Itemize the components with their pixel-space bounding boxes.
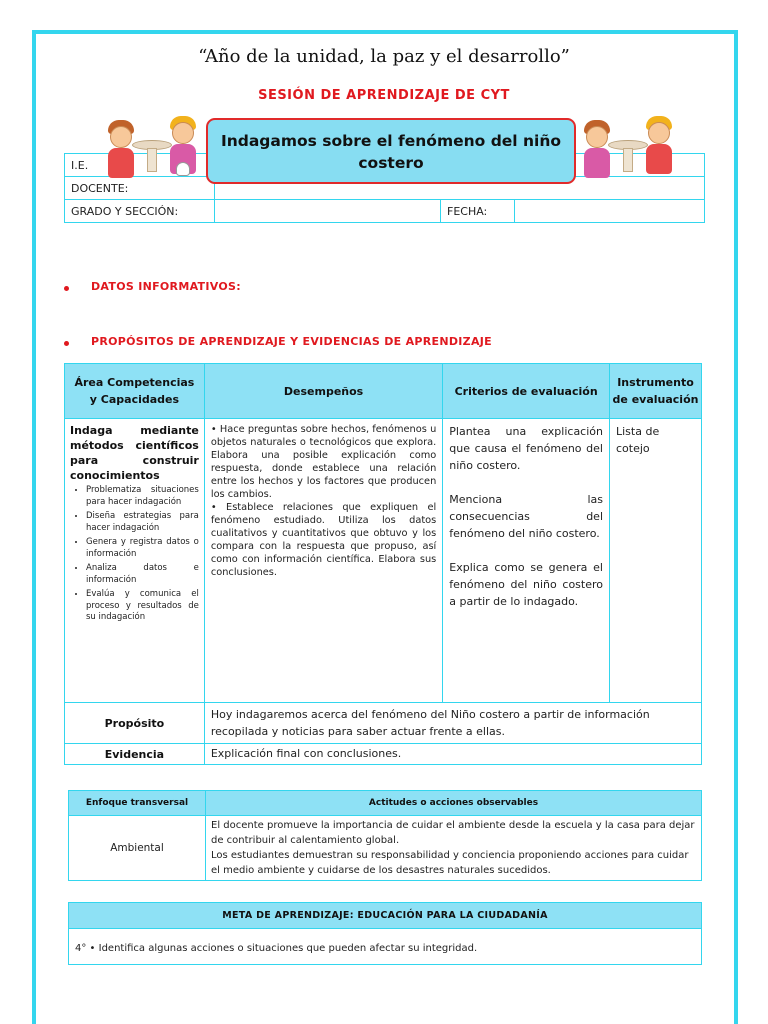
header-actitudes: Actitudes o acciones observables (206, 791, 702, 816)
enfoque-value: Ambiental (69, 816, 206, 881)
actitudes-cell (206, 816, 702, 881)
header-instrumento: Instrumento de evaluación (610, 364, 702, 419)
proposito-label: Propósito (65, 703, 205, 744)
proposito-text: Hoy indagaremos acerca del fenómeno del Niño costero a partir de información recopilada y noticias para saber actuar frente a ellas. (204, 703, 701, 744)
theme-title-line1: Indagamos sobre el fenómeno del niño (220, 132, 562, 150)
grado-value[interactable] (215, 200, 441, 223)
grado-label: GRADO Y SECCIÓN: (65, 200, 215, 223)
criterio-item: Explica como se genera el fenómeno del niño costero a partir de lo indagado. (449, 561, 603, 608)
competencia-title: Indaga mediante métodos científicos para construir conocimientos (70, 424, 199, 482)
desempeno-item: • Establece relaciones que expliquen el fenómeno estudiado. Utiliza los datos cualitativos y cuantitativos que obtuvo y los compara con la respuesta que propuso, así como con información científica. Elabora sus conclusiones. (210, 502, 437, 578)
meta-header-row (69, 903, 702, 929)
criterios-cell (443, 419, 610, 703)
actitud-docente: El docente promueve la importancia de cuidar el ambiente desde la escuela y la casa para dejar de contribuir al calentamiento global. (211, 820, 695, 846)
enfoque-body-row (69, 816, 702, 881)
theme-title-line2: costero (358, 154, 424, 172)
capacidad-item: • Evalúa y comunica el proceso y resultados de su indagación (86, 589, 199, 624)
datos-informativos-heading: DATOS INFORMATIVOS: (91, 280, 241, 293)
bullet-icon (64, 341, 69, 346)
evidencia-text: Explicación final con conclusiones. (204, 744, 701, 765)
capacidad-item: • Problematiza situaciones para hacer indagación (86, 485, 199, 508)
docente-label: DOCENTE: (65, 177, 215, 200)
meta-item: 4° • Identifica algunas acciones o situaciones que pueden afectar su integridad. (69, 929, 702, 965)
actitud-estudiantes: Los estudiantes demuestran su responsabilidad y conciencia proponiendo acciones para cuidar el medio ambiente y cuidarse de los desastres naturales sucedidos. (211, 850, 689, 876)
competencies-header-row (65, 364, 702, 419)
meta-header: META DE APRENDIZAJE: EDUCACIÓN PARA LA CIUDADANÍA (69, 903, 702, 929)
desempeno-item: • Hace preguntas sobre hechos, fenómenos u objetos naturales o tecnológicos que explora. Elabora una posible explicación como respuesta, donde establece una relación entre los hechos y los factores que producen los cambios. (210, 424, 437, 500)
instrumento-cell: Lista de cotejo (610, 419, 702, 703)
header-enfoque: Enfoque transversal (69, 791, 206, 816)
capacidad-item: • Genera y registra datos o información (86, 537, 199, 560)
header-desempenos: Desempeños (204, 364, 442, 419)
enfoque-header-row (69, 791, 702, 816)
capacidad-item: • Analiza datos e información (86, 563, 199, 586)
fecha-label: FECHA: (441, 200, 515, 223)
criterio-item: Menciona las consecuencias del fenómeno del niño costero. (449, 493, 603, 540)
evidencia-label: Evidencia (65, 744, 205, 765)
proposito-row (65, 703, 702, 744)
children-illustration-left (104, 116, 204, 188)
session-title: SESIÓN DE APRENDIZAJE DE CYT (258, 88, 510, 103)
header-criterios: Criterios de evaluación (443, 364, 610, 419)
header-area: Área Competencias y Capacidades (65, 364, 205, 419)
children-illustration-right (578, 116, 678, 188)
bullet-icon (64, 286, 69, 291)
area-cell (65, 419, 205, 703)
ie-label: I.E. (65, 154, 215, 177)
capacidades-list (70, 485, 199, 624)
year-title: “Año de la unidad, la paz y el desarrollo” (198, 46, 570, 67)
meta-table (68, 902, 702, 965)
competencies-body-row (65, 419, 702, 703)
desempenos-cell (204, 419, 442, 703)
session-theme-box (206, 118, 576, 184)
criterio-item: Plantea una explicación que causa el fenómeno del niño costero. (449, 425, 603, 472)
meta-body-row (69, 929, 702, 965)
propositos-heading: PROPÓSITOS DE APRENDIZAJE Y EVIDENCIAS DE APRENDIZAJE (91, 335, 492, 348)
evidencia-row (65, 744, 702, 765)
capacidad-item: • Diseña estrategias para hacer indagación (86, 511, 199, 534)
enfoque-table (68, 790, 702, 881)
competencies-table (64, 363, 702, 765)
fecha-value[interactable] (515, 200, 705, 223)
info-row-grado (65, 200, 705, 223)
